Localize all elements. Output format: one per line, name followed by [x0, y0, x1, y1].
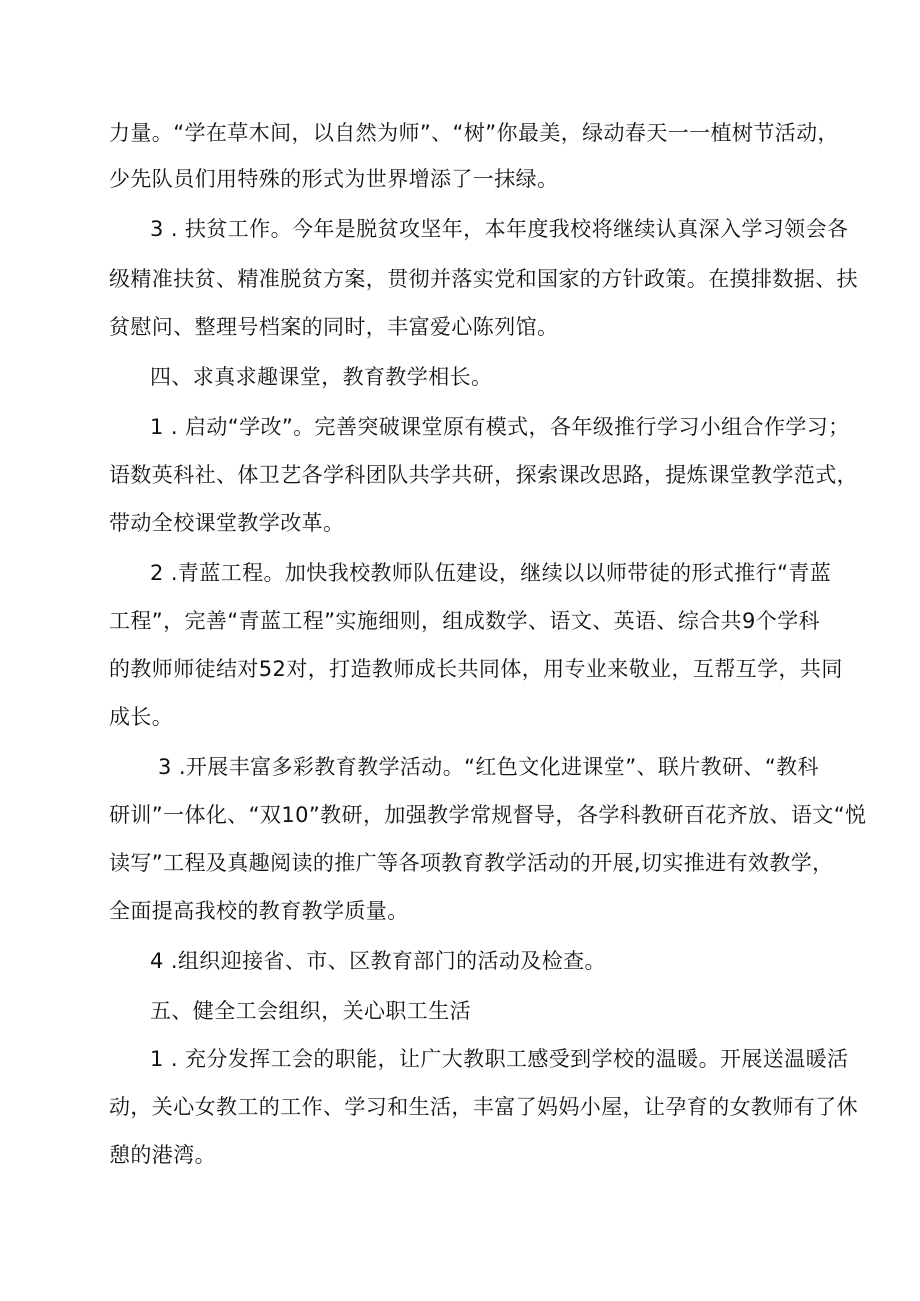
paragraph-line: 1 . 充分发挥工会的职能，让广大教职工感受到学校的温暖。开展送温暖活	[150, 1047, 849, 1071]
paragraph-line: 级精准扶贫、精准脱贫方案，贯彻并落实党和国家的方针政策。在摸排数据、扶	[109, 267, 858, 291]
paragraph-line: 带动全校课堂教学改革。	[109, 511, 345, 535]
paragraph-line: 力量。“学在草木间，以自然为师”、“树”你最美，绿动春天一一植树节活动，	[109, 121, 839, 145]
paragraph-line: 研训”一体化、“双10”教研，加强教学常规督导，各学科教研百花齐放、语文“悦	[109, 803, 867, 827]
paragraph-line: 2 .青蓝工程。加快我校教师队伍建设，继续以以师带徒的形式推行“青蓝	[150, 561, 832, 585]
paragraph-line: 读写”工程及真趣阅读的推广等各项教育教学活动的开展,切实推进有效教学，	[109, 851, 834, 875]
paragraph-line: 3 . 扶贫工作。今年是脱贫攻坚年，本年度我校将继续认真深入学习领会各	[150, 217, 849, 241]
paragraph-line: 3 .开展丰富多彩教育教学活动。“红色文化进课堂”、联片教研、“教科	[158, 755, 819, 779]
paragraph-line: 贫慰问、整理号档案的同时，丰富爱心陈列馆。	[109, 315, 559, 339]
paragraph-line: 成长。	[109, 705, 174, 729]
paragraph-line: 憩的港湾。	[109, 1143, 216, 1167]
paragraph-line: 1 . 启动“学改”。完善突破课堂原有模式，各年级推行学习小组合作学习；	[150, 415, 850, 439]
paragraph-line: 工程”，完善“青蓝工程”实施细则，组成数学、语文、英语、综合共9个学科	[109, 609, 820, 633]
paragraph-line: 4 .组织迎接省、市、区教育部门的活动及检查。	[150, 949, 606, 973]
paragraph-line: 的教师师徒结对52对，打造教师成长共同体，用专业来敬业，互帮互学，共同	[109, 657, 843, 681]
paragraph-line: 少先队员们用特殊的形式为世界增添了一抹绿。	[109, 167, 559, 191]
section-heading: 四、求真求趣课堂，教育教学相长。	[150, 365, 493, 389]
paragraph-line: 动，关心女教工的工作、学习和生活，丰富了妈妈小屋，让孕育的女教师有了休	[109, 1095, 858, 1119]
paragraph-line: 全面提高我校的教育教学质量。	[109, 899, 409, 923]
paragraph-line: 语数英科社、体卫艺各学科团队共学共研，探索课改思路，提炼课堂教学范式，	[109, 463, 858, 487]
section-heading: 五、健全工会组织，关心职工生活	[150, 999, 471, 1023]
